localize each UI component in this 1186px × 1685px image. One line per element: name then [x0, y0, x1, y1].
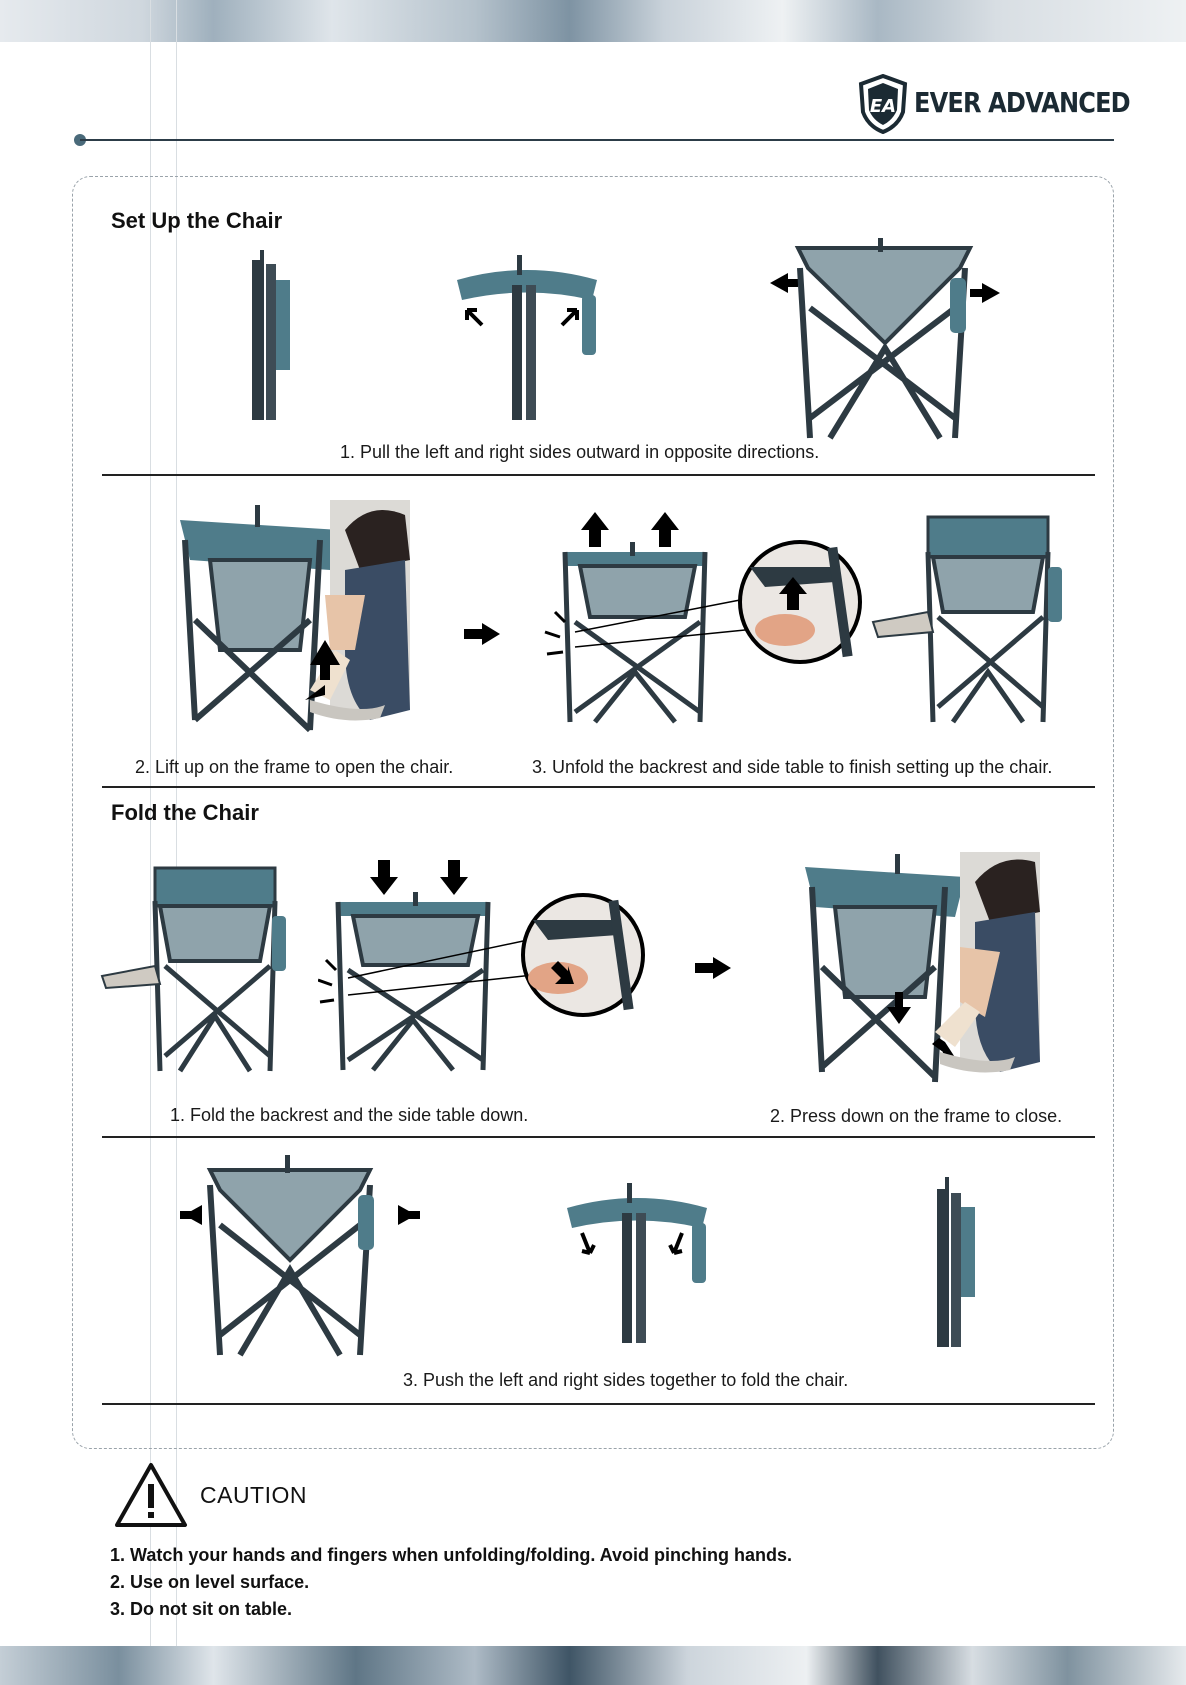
caution-list: [110, 1542, 792, 1623]
chair-with-table-illustration: [868, 512, 1073, 732]
fold-title: Fold the Chair: [111, 800, 259, 825]
chair-open-illustration: [770, 238, 1000, 443]
warning-icon: [114, 1462, 188, 1528]
shield-icon: [858, 74, 908, 134]
setup-step-2-caption: 2. Lift up on the frame to open the chair.: [135, 757, 454, 777]
lift-frame-photo: [170, 500, 410, 740]
arrow-right-icon: [464, 623, 500, 645]
chair-folded-illustration: [925, 1177, 985, 1352]
section-rule: [102, 474, 1095, 476]
fold-step-1-caption: 1. Fold the backrest and the side table down.: [170, 1105, 529, 1125]
press-frame-photo: [800, 852, 1040, 1087]
header-rule: [80, 139, 1114, 141]
top-photo-band: [0, 0, 1186, 42]
chair-open-illustration: [180, 1150, 420, 1360]
fold-step-3-caption: 3. Push the left and right sides together to fold the chair.: [403, 1370, 849, 1390]
logo-mark: EA: [869, 96, 897, 117]
setup-step-3-caption: 3. Unfold the backrest and side table to finish setting up the chair.: [532, 757, 1053, 777]
caution-title: CAUTION: [200, 1482, 307, 1508]
chair-half-open-illustration: [452, 255, 602, 425]
fold-step-2-caption: 2. Press down on the frame to close.: [770, 1106, 1063, 1126]
section-rule: [102, 1403, 1095, 1405]
chair-with-table-illustration: [100, 866, 290, 1076]
arrow-right-icon: [695, 957, 731, 979]
chair-half-open-illustration: [562, 1183, 712, 1348]
setup-step-1-caption: 1. Pull the left and right sides outward in opposite directions.: [340, 442, 820, 462]
bottom-photo-band: [0, 1646, 1186, 1685]
brand-logo: [858, 74, 1130, 134]
logo-text: EVER ADVANCED: [914, 86, 1130, 119]
setup-title: Set Up the Chair: [111, 208, 283, 233]
caution-item: 2. Use on level surface.: [110, 1572, 310, 1592]
unfold-backrest-illustration: [535, 512, 865, 732]
fold-backrest-illustration: [318, 860, 648, 1075]
caution-item: 3. Do not sit on table.: [110, 1599, 293, 1619]
section-rule: [102, 786, 1095, 788]
section-rule: [102, 1136, 1095, 1138]
caution-item: 1. Watch your hands and fingers when unfolding/folding. Avoid pinching hands.: [110, 1545, 792, 1565]
chair-folded-illustration: [240, 250, 300, 430]
